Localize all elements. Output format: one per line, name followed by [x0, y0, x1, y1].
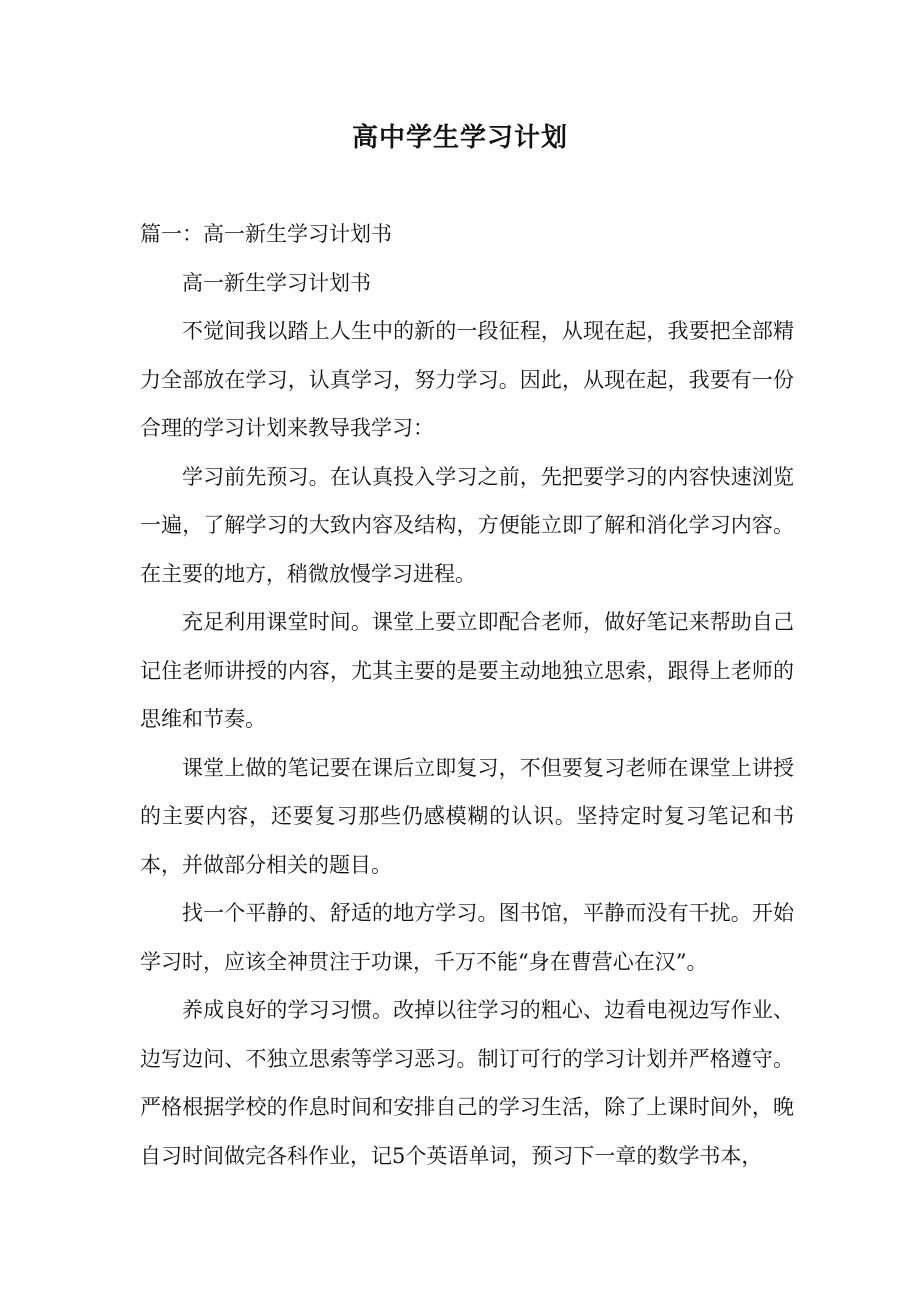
document-body: [140, 210, 794, 1180]
paragraph: 不觉间我以踏上人生中的新的一段征程，从现在起，我要把全部精力全部放在学习，认真学习，努力学习。因此，从现在起，我要有一份合理的学习计划来教导我学习：: [140, 319, 794, 440]
document-title: 高中学生学习计划: [351, 123, 568, 153]
paragraph: 学习前先预习。在认真投入学习之前，先把要学习的内容快速浏览一遍，了解学习的大致内容及结构，方便能立即了解和消化学习内容。在主要的地方，稍微放慢学习进程。: [140, 464, 794, 586]
section-heading: 篇一：高一新生学习计划书: [140, 222, 392, 246]
document-subtitle: 高一新生学习计划书: [182, 270, 371, 295]
paragraph: 充足利用课堂时间。课堂上要立即配合老师，做好笔记来帮助自己记住老师讲授的内容，尤其主要的是要主动地独立思索，跟得上老师的思维和节奏。: [140, 610, 794, 731]
paragraph: 找一个平静的、舒适的地方学习。图书馆，平静而没有干扰。开始学习时，应该全神贯注于功课，千万不能“身在曹营心在汉”。: [140, 901, 794, 974]
paragraph: 养成良好的学习习惯。改掉以往学习的粗心、边看电视边写作业、边写边问、不独立思索等学习恶习。制订可行的学习计划并严格遵守。严格根据学校的作息时间和安排自己的学习生活，除了上课时间外，晚自习时间做完各科作业，记5个英语单词，预习下一章的数学书本，: [140, 998, 794, 1168]
paragraph: 课堂上做的笔记要在课后立即复习，不但要复习老师在课堂上讲授的主要内容，还要复习那些仍感模糊的认识。坚持定时复习笔记和书本，并做部分相关的题目。: [140, 755, 794, 877]
